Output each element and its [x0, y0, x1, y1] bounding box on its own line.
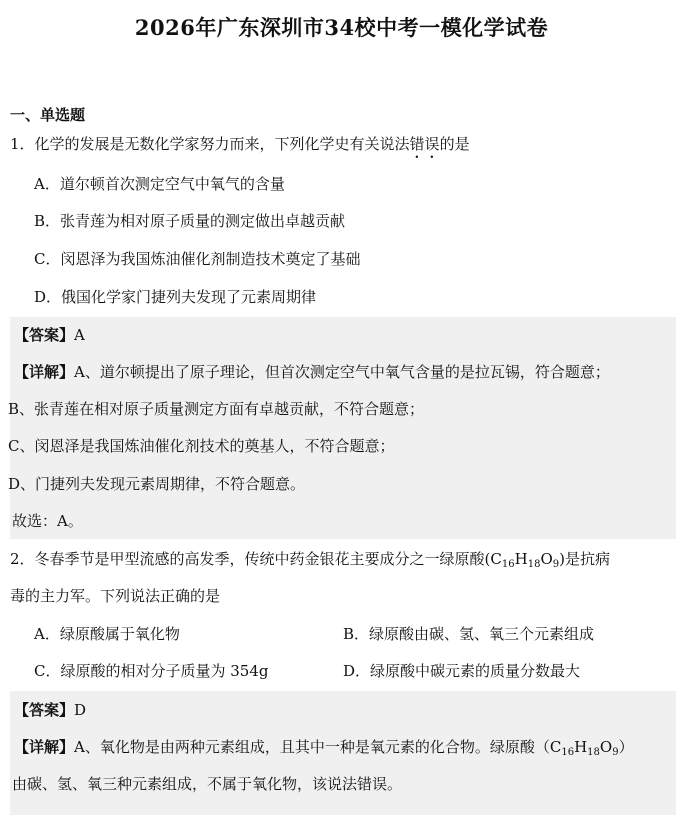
q2-formula-c-subscript: 16 [501, 559, 515, 570]
q1-explain-line-3: C、闵恩泽是我国炼油催化剂技术的奠基人，不符合题意； [8, 437, 395, 455]
q1-stem-suffix: 的是 [439, 135, 470, 153]
q1-stem-emphasis: 错误 [409, 135, 440, 153]
q1-explain-line-1 [14, 361, 610, 382]
q2-answer-value: D [74, 701, 87, 719]
q1-explain-line-4: D、门捷列夫发现元素周期律，不符合题意。 [8, 475, 306, 493]
q1-explain-line-2: B、张青莲在相对原子质量测定方面有卓越贡献，不符合题意； [8, 400, 425, 418]
q2-explain-formula-h: H [574, 738, 588, 756]
q1-explain-text-1: A、道尔顿提出了原子理论，但首次测定空气中氧气含量的是拉瓦锡，符合题意； [74, 363, 610, 381]
q2-explain-formula-c-subscript: 16 [561, 747, 575, 758]
q2-explain-line-2: 由碳、氢、氧三种元素组成，不属于氧化物，该说法错误。 [12, 775, 403, 793]
q1-answer [14, 324, 85, 345]
q2-stem-line-2: 毒的主力军。下列说法正确的是 [10, 587, 221, 605]
q2-answer-label: 【答案】 [14, 701, 75, 719]
q2-explain-formula-o: O [599, 738, 613, 756]
q2-formula-o-subscript: 9 [552, 559, 560, 570]
q2-stem-line-1 [10, 548, 610, 569]
q2-formula-h-subscript: 18 [527, 559, 541, 570]
q1-stem [10, 133, 470, 162]
q1-conclusion: 故选：A。 [12, 512, 83, 530]
q1-answer-block [10, 317, 676, 539]
q2-explain-formula-h-subscript: 18 [587, 747, 600, 758]
q2-explain-label: 【详解】 [14, 738, 75, 756]
q1-option-a: A．道尔顿首次测定空气中氧气的含量 [34, 175, 285, 193]
q2-formula-o: O [540, 550, 553, 568]
q2-explain-prefix: A、氧化物是由两种元素组成，且其中一种是氧元素的化合物。绿原酸（C [74, 738, 562, 756]
q1-option-c: C．闵恩泽为我国炼油催化剂制造技术奠定了基础 [34, 250, 361, 268]
q2-option-c: C．绿原酸的相对分子质量为 354g [34, 662, 269, 680]
q1-explain-label: 【详解】 [14, 363, 75, 381]
q1-option-d: D．俄国化学家门捷列夫发现了元素周期律 [34, 288, 317, 306]
q2-stem-prefix: 2．冬春季节是甲型流感的高发季，传统中药金银花主要成分之一绿原酸(C [10, 550, 502, 568]
q1-stem-prefix: 1．化学的发展是无数化学家努力而来，下列化学史有关说法 [10, 135, 410, 153]
q1-answer-label: 【答案】 [14, 326, 75, 344]
q2-explain-line-1 [14, 736, 634, 757]
q2-formula-h: H [514, 550, 528, 568]
exam-title: 2026年广东深圳市34校中考一模化学试卷 [134, 15, 549, 40]
q1-answer-value: A [74, 326, 85, 344]
q2-option-d: D．绿原酸中碳元素的质量分数最大 [343, 662, 581, 680]
q2-answer-block [10, 691, 676, 815]
q2-stem-suffix: )是抗病 [559, 550, 610, 568]
q2-option-b: B．绿原酸由碳、氢、氧三个元素组成 [343, 625, 595, 643]
q1-option-b: B．张青莲为相对原子质量的测定做出卓越贡献 [34, 212, 346, 230]
section-heading: 一、单选题 [10, 106, 86, 124]
q2-explain-suffix: ） [618, 738, 634, 756]
q2-answer [14, 699, 86, 720]
q2-option-a: A．绿原酸属于氧化物 [34, 625, 180, 643]
q2-explain-formula-o-subscript: 9 [612, 747, 619, 758]
